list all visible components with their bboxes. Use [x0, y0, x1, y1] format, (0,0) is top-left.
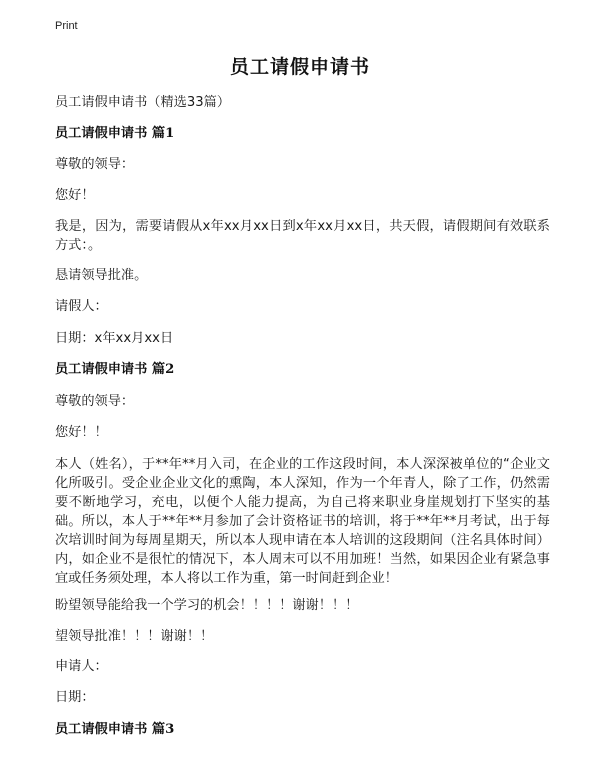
- document-subtitle: 员工请假申请书（精选33篇）: [55, 95, 231, 110]
- section-2-body: 本人（姓名），于**年**月入司，在企业的工作这段时间，本人深深被单位的“企业文化所吸引。受企业企业文化的熏陶，本人深知，作为一个年青人，除了工作，仍然需要不断地学习，充电，以便个人能力提高，为自己将来职业身崖规划打下坚实的基础。所以，本人于**年**月参加了会计资格证书的培训，将于**年**月考试，出于每次培训时间为每周星期天，所以本人现申请在本人培训的这段期间（注名具体时间）内，如企业不是很忙的情况下，本人周末可以不用加班！当然，如果因企业有紧急事宜或任务须处理，本人将以工作为重，第一时间赶到企业！: [55, 457, 550, 586]
- print-link[interactable]: Print: [55, 20, 78, 32]
- section-1-date: 日期：x年xx月xx日: [55, 331, 174, 346]
- section-2-salutation: 尊敬的领导：: [55, 394, 135, 409]
- section-1-heading: 员工请假申请书 篇1: [55, 126, 175, 141]
- section-3-heading: 员工请假申请书 篇3: [55, 722, 175, 737]
- section-1-greeting: 您好！: [55, 188, 95, 203]
- section-2-hope: 盼望领导能给我一个学习的机会！！！！谢谢！！！: [55, 598, 359, 613]
- section-1-salutation: 尊敬的领导：: [55, 157, 135, 172]
- document-title: 员工请假申请书: [229, 56, 370, 78]
- section-2-approval: 望领导批准！！！谢谢！！: [55, 629, 214, 644]
- section-2-date: 日期：: [55, 690, 95, 705]
- section-1-request: 恳请领导批准。: [55, 268, 148, 283]
- section-1-body: 我是，因为，需要请假从x年xx月xx日到x年xx月xx日，共天假，请假期间有效联系方式：。: [55, 219, 550, 253]
- section-2-heading: 员工请假申请书 篇2: [55, 362, 175, 377]
- section-2-greeting: 您好！！: [55, 425, 108, 440]
- section-2-applicant: 申请人：: [55, 659, 108, 674]
- section-1-applicant: 请假人：: [55, 299, 108, 314]
